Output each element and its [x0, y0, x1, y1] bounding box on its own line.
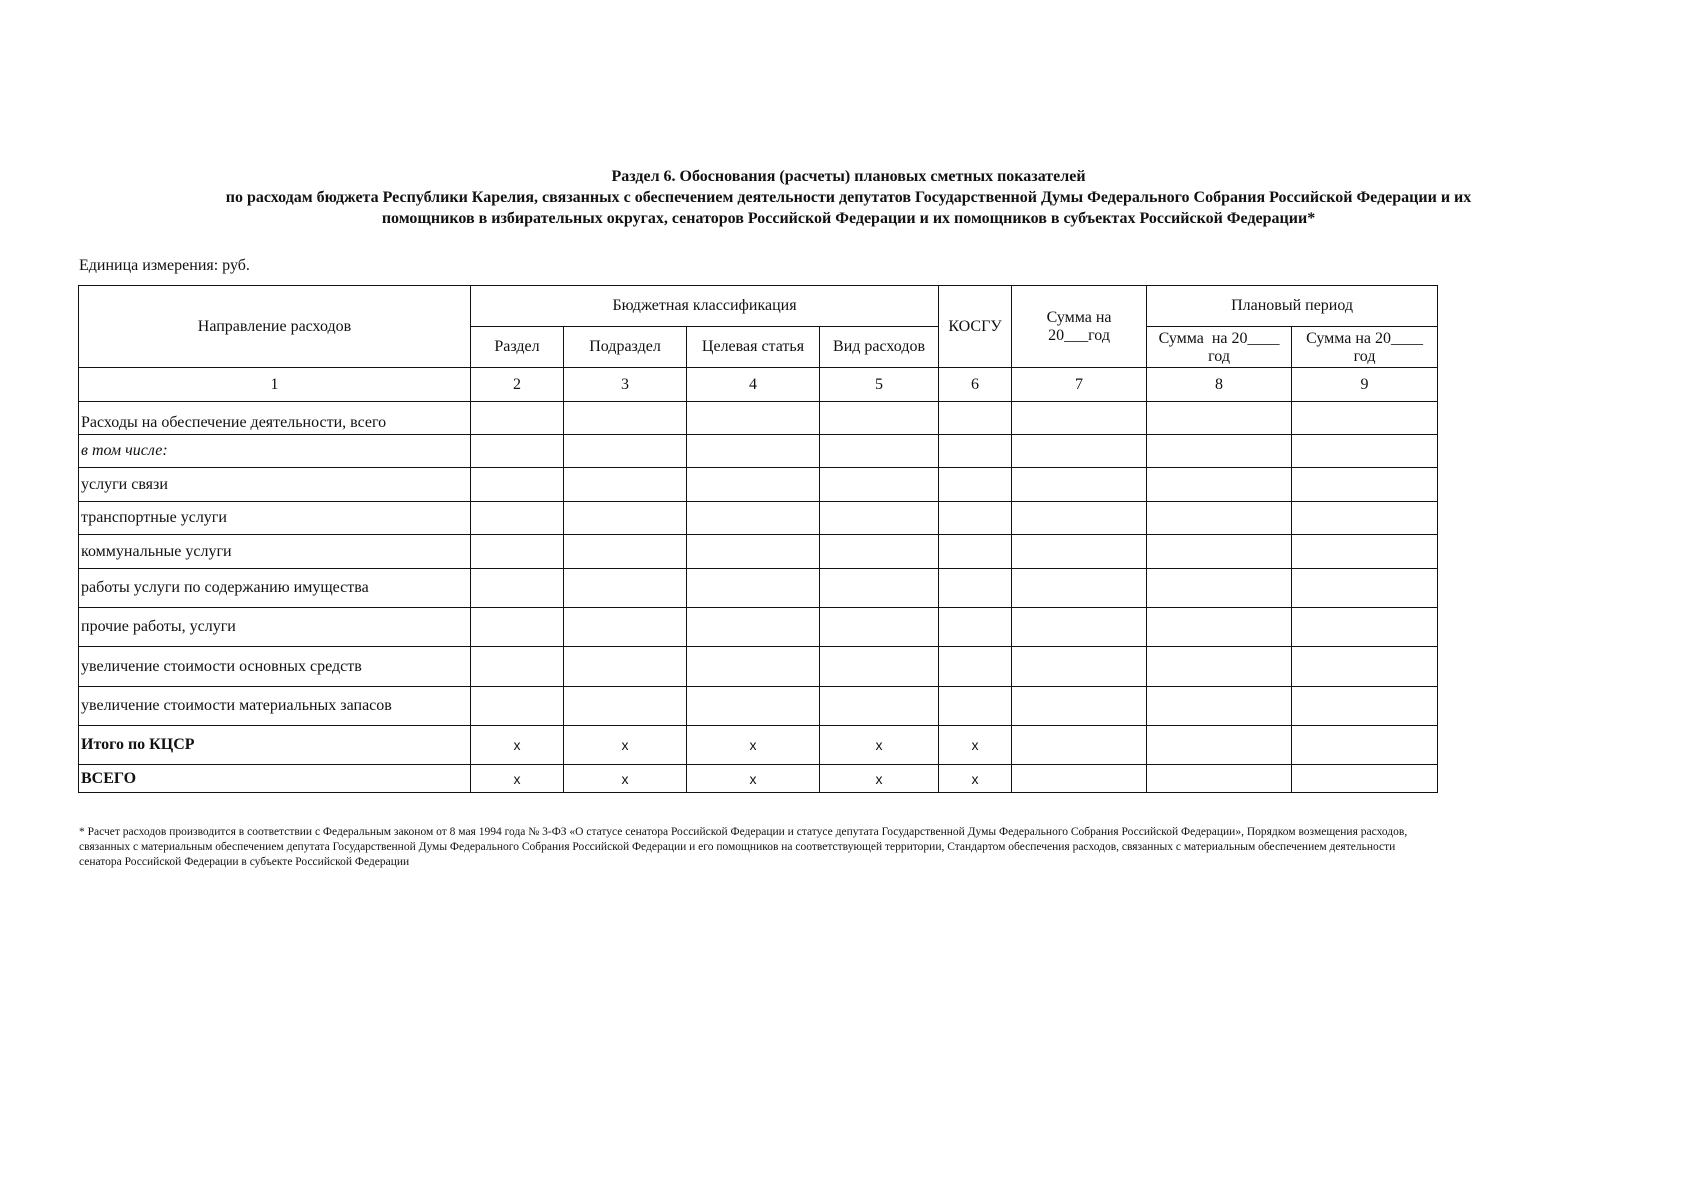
table-cell [1147, 402, 1292, 435]
table-cell [1147, 535, 1292, 569]
header-plan-sum-2 [1292, 327, 1438, 368]
table-cell [564, 402, 687, 435]
table-cell [1292, 687, 1438, 726]
table-cell [1292, 726, 1438, 765]
table-cell [820, 502, 939, 535]
table-cell [1012, 535, 1147, 569]
table-cell [820, 468, 939, 502]
table-cell [471, 535, 564, 569]
header-plan-sum-1-line-1: Сумма на 20____ [1158, 330, 1280, 347]
header-plan-sum-1 [1147, 327, 1292, 368]
table-cell [471, 468, 564, 502]
table-cell [939, 535, 1012, 569]
table-row [79, 608, 1438, 647]
table-cell [564, 569, 687, 608]
table-cell [1292, 765, 1438, 793]
table-row [79, 647, 1438, 687]
not-applicable-mark: x [939, 765, 1012, 793]
table-cell [1012, 435, 1147, 468]
table-cell [1147, 569, 1292, 608]
table-cell [939, 569, 1012, 608]
document-title-line-2: по расходам бюджета Республики Карелия, связанных с обеспечением деятельности депутатов Государственной Думы Федерального Собрания Российской Федерации и их [225, 189, 1472, 206]
table-row [79, 502, 1438, 535]
table-cell [1012, 402, 1147, 435]
table-cell [1012, 569, 1147, 608]
column-number: 1 [79, 368, 471, 402]
header-section: Раздел [471, 327, 564, 368]
table-cell [1012, 502, 1147, 535]
table-cell [1292, 402, 1438, 435]
header-plan-sum-2-line-2: год [1353, 348, 1376, 365]
table-cell [564, 502, 687, 535]
table-row [79, 402, 1438, 435]
header-sum-line-1: Сумма на [1046, 308, 1112, 326]
row-label: в том числе: [79, 435, 471, 468]
table-cell [687, 569, 820, 608]
table-cell [471, 608, 564, 647]
table-cell [471, 435, 564, 468]
table-cell [939, 468, 1012, 502]
header-planning-period: Плановый период [1147, 286, 1438, 327]
table-cell [564, 647, 687, 687]
not-applicable-mark: x [820, 726, 939, 765]
table-cell [820, 402, 939, 435]
header-plan-sum-2-line-1: Сумма на 20____ [1306, 330, 1424, 347]
table-cell [939, 647, 1012, 687]
column-number: 7 [1012, 368, 1147, 402]
table-cell [1292, 435, 1438, 468]
header-plan-sum-1-line-2: год [1208, 348, 1230, 365]
header-subsection: Подраздел [564, 327, 687, 368]
not-applicable-mark: x [564, 726, 687, 765]
table-cell [1012, 468, 1147, 502]
row-label: прочие работы, услуги [79, 608, 471, 647]
table-cell [687, 647, 820, 687]
row-label: увеличение стоимости материальных запасов [79, 687, 471, 726]
table-cell [1147, 435, 1292, 468]
table-cell [939, 502, 1012, 535]
not-applicable-mark: x [687, 726, 820, 765]
table-cell [939, 435, 1012, 468]
table-cell [564, 687, 687, 726]
table-cell [687, 535, 820, 569]
table-cell [564, 535, 687, 569]
table-cell [687, 468, 820, 502]
table-cell [471, 502, 564, 535]
table-cell [1292, 502, 1438, 535]
table-cell [1012, 726, 1147, 765]
row-label: коммунальные услуги [79, 535, 471, 569]
row-label: увеличение стоимости основных средств [79, 647, 471, 687]
table-cell [1147, 502, 1292, 535]
table-cell [1147, 687, 1292, 726]
row-label: Итого по КЦСР [79, 726, 471, 765]
header-direction: Направление расходов [79, 286, 471, 368]
table-cell [939, 402, 1012, 435]
header-sum-line-2: 20___год [1048, 326, 1110, 344]
column-number: 9 [1292, 368, 1438, 402]
table-cell [820, 569, 939, 608]
table-cell [1147, 647, 1292, 687]
total-row-all [79, 765, 1438, 793]
table-cell [471, 647, 564, 687]
column-number: 3 [564, 368, 687, 402]
table-row [79, 687, 1438, 726]
table-cell [1012, 608, 1147, 647]
table-cell [820, 535, 939, 569]
header-kosgu: КОСГУ [939, 286, 1012, 368]
table-cell [1292, 608, 1438, 647]
not-applicable-mark: x [820, 765, 939, 793]
row-label: транспортные услуги [79, 502, 471, 535]
header-sum [1012, 286, 1147, 368]
header-budget-classification: Бюджетная классификация [471, 286, 939, 327]
table-cell [1147, 726, 1292, 765]
column-number: 5 [820, 368, 939, 402]
table-cell [820, 647, 939, 687]
table-cell [1292, 535, 1438, 569]
table-cell [939, 608, 1012, 647]
table-cell [687, 502, 820, 535]
estimate-table [78, 285, 1438, 793]
table-cell [1292, 569, 1438, 608]
table-cell [564, 468, 687, 502]
table-cell [687, 435, 820, 468]
document-title-line-1: Раздел 6. Обоснования (расчеты) плановых сметных показателей [611, 168, 1086, 185]
table-cell [687, 608, 820, 647]
unit-label: Единица измерения: руб. [79, 257, 250, 274]
header-expense-type: Вид расходов [820, 327, 939, 368]
table-cell [939, 687, 1012, 726]
table-cell [1292, 468, 1438, 502]
table-cell [564, 435, 687, 468]
table-cell [820, 435, 939, 468]
table-cell [687, 402, 820, 435]
column-number: 6 [939, 368, 1012, 402]
column-number: 2 [471, 368, 564, 402]
table-cell [1012, 765, 1147, 793]
table-cell [1147, 765, 1292, 793]
not-applicable-mark: x [471, 765, 564, 793]
table-cell [1147, 468, 1292, 502]
header-target-article: Целевая статья [687, 327, 820, 368]
table-cell [820, 687, 939, 726]
table-row [79, 535, 1438, 569]
column-number: 4 [687, 368, 820, 402]
row-label: Расходы на обеспечение деятельности, всего [79, 402, 471, 435]
table-cell [1147, 608, 1292, 647]
footnote: * Расчет расходов производится в соответствии с Федеральным законом от 8 мая 1994 года № 3-ФЗ «О статусе сенатора Российской Федерации и статусе депутата Государственной Думы Федерального Собрания Российской Федерации», Порядком возмещения расходов, связанных с материальным обеспечением депутата Государственной Думы Федерального Собрания Российской Федерации и его помощников на соответствующей территории, Стандартом обеспечения расходов, связанных с материальным обеспечением деятельности сенатора Российской Федерации в субъекте Российской Федерации [79, 826, 1408, 868]
row-label: работы услуги по содержанию имущества [79, 569, 471, 608]
table-cell [471, 687, 564, 726]
table-cell [471, 402, 564, 435]
table-cell [1012, 647, 1147, 687]
table-cell [1012, 687, 1147, 726]
row-label: ВСЕГО [79, 765, 471, 793]
table-row [79, 468, 1438, 502]
table-cell [1292, 647, 1438, 687]
column-number-row [79, 368, 1438, 402]
header-row-1 [79, 286, 1438, 327]
column-number: 8 [1147, 368, 1292, 402]
not-applicable-mark: x [564, 765, 687, 793]
row-label: услуги связи [79, 468, 471, 502]
total-row-kcsr [79, 726, 1438, 765]
table-cell [687, 687, 820, 726]
table-row [79, 435, 1438, 468]
table-cell [820, 608, 939, 647]
not-applicable-mark: x [687, 765, 820, 793]
table-cell [471, 569, 564, 608]
not-applicable-mark: x [939, 726, 1012, 765]
table-cell [564, 608, 687, 647]
document-title-line-3: помощников в избирательных округах, сенаторов Российской Федерации и их помощников в субъектах Российской Федерации* [381, 210, 1316, 227]
not-applicable-mark: x [471, 726, 564, 765]
table-row [79, 569, 1438, 608]
